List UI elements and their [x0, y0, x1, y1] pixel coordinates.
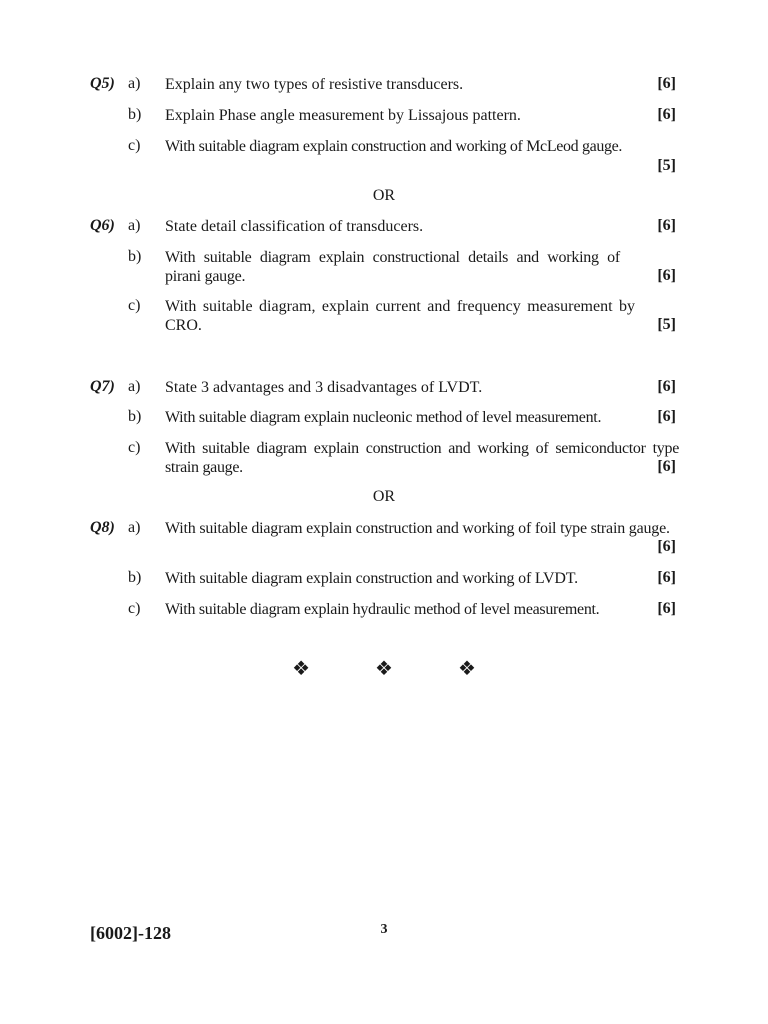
part-label: a) — [128, 217, 141, 234]
part-text: State detail classification of transducers. — [165, 218, 424, 235]
part-label: c) — [128, 600, 141, 617]
or-separator: OR — [372, 187, 396, 204]
part-label: b) — [128, 408, 142, 425]
part-label: a) — [128, 378, 141, 395]
question-number: Q7) — [90, 378, 115, 395]
marks: [6] — [657, 569, 676, 586]
part-text-block — [165, 137, 676, 175]
end-of-paper-ornament: ❖ ❖ ❖ — [292, 658, 506, 680]
question-number: Q5) — [90, 75, 115, 92]
part-label: b) — [128, 248, 142, 265]
part-label: b) — [128, 569, 142, 586]
question-number: Q6) — [90, 217, 115, 234]
marks: [6] — [657, 267, 676, 284]
part-text: With suitable diagram explain construction and working of McLeod gauge. — [165, 138, 623, 155]
part-label: c) — [128, 297, 141, 314]
marks: [5] — [657, 157, 676, 174]
marks: [6] — [657, 408, 676, 425]
part-text: Explain any two types of resistive transducers. — [165, 76, 464, 93]
part-text-block — [165, 297, 676, 335]
marks: [5] — [657, 316, 676, 333]
marks: [6] — [657, 538, 676, 555]
marks: [6] — [657, 75, 676, 92]
marks: [6] — [657, 378, 676, 395]
page-number: 3 — [380, 922, 388, 937]
part-label: b) — [128, 106, 142, 123]
part-text: With suitable diagram explain construction and working of semiconductor type strain gauge. — [165, 440, 679, 476]
part-label: a) — [128, 75, 141, 92]
marks: [6] — [657, 458, 676, 475]
marks: [6] — [657, 217, 676, 234]
part-text: With suitable diagram explain construction and working of foil type strain gauge. — [165, 520, 670, 537]
part-text: With suitable diagram explain constructional details and working of pirani gauge. — [165, 249, 620, 285]
or-separator: OR — [372, 488, 396, 505]
question-number: Q8) — [90, 519, 115, 536]
part-text-block — [165, 248, 676, 286]
part-label: a) — [128, 519, 141, 536]
part-text: State 3 advantages and 3 disadvantages of LVDT. — [165, 379, 483, 396]
part-text: With suitable diagram explain construction and working of LVDT. — [165, 570, 578, 587]
part-text: With suitable diagram, explain current and frequency measurement by CRO. — [165, 298, 635, 334]
marks: [6] — [657, 106, 676, 123]
part-text-block — [165, 439, 679, 477]
part-text: Explain Phase angle measurement by Lissajous pattern. — [165, 107, 521, 124]
part-text: With suitable diagram explain nucleonic method of level measurement. — [165, 409, 602, 426]
marks: [6] — [657, 600, 676, 617]
part-text-block — [165, 519, 676, 538]
paper-code: [6002]-128 — [90, 923, 171, 943]
part-label: c) — [128, 137, 141, 154]
part-text: With suitable diagram explain hydraulic method of level measurement. — [165, 601, 600, 618]
part-label: c) — [128, 439, 141, 456]
